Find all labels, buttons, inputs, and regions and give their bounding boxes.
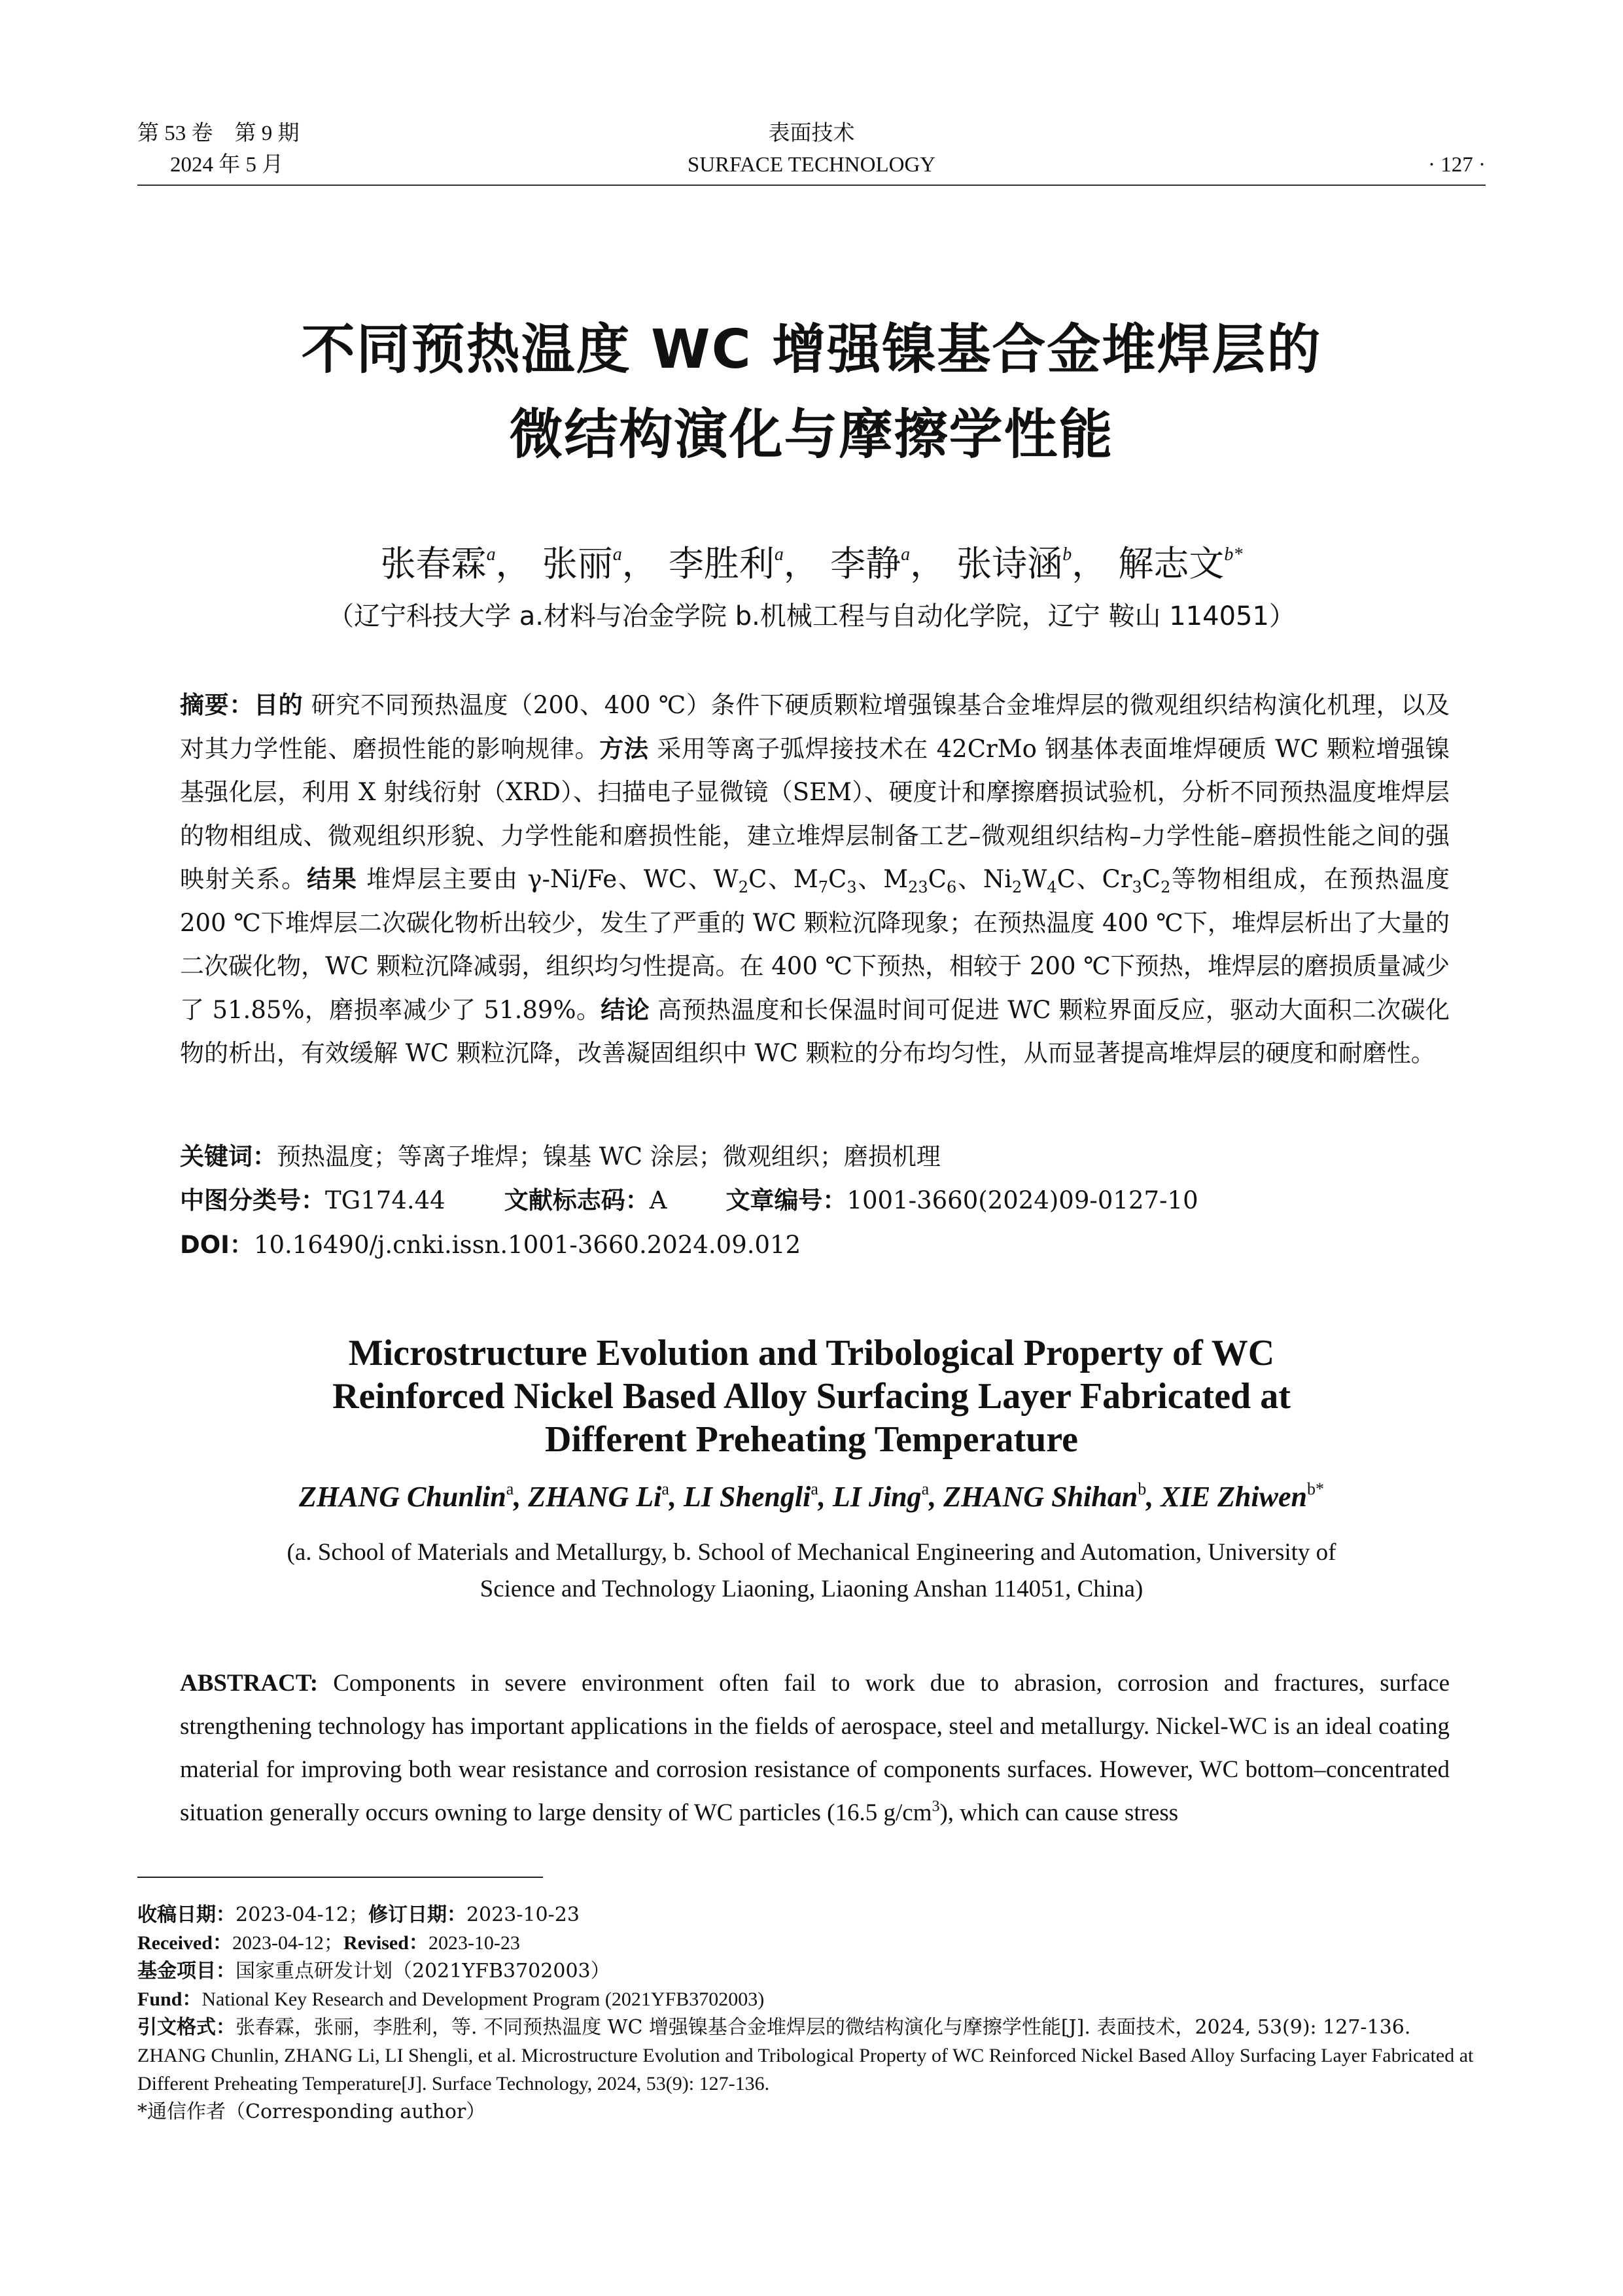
fund-text: National Key Research and Development Program (2021YFB3702003): [201, 1988, 765, 2010]
title-en-line: Microstructure Evolution and Tribological Property of WC: [348, 1333, 1275, 1373]
subscript: 3: [1132, 878, 1142, 896]
clc-label: 中图分类号：: [180, 1186, 325, 1214]
title-cn-line: 不同预热温度 WC 增强镍基合金堆焊层的: [301, 319, 1322, 381]
title-en: [0, 1332, 1623, 1461]
page-number: · 127 ·: [1428, 153, 1486, 177]
author-name: LI Jing: [832, 1481, 922, 1513]
footnote-citation-cn: [137, 2013, 1486, 2041]
received-date: 2023-04-12；: [232, 1932, 343, 1954]
article-number-value: 1001-3660(2024)09-0127-10: [846, 1186, 1198, 1214]
header-center: [137, 118, 1486, 181]
author-sep: ,: [669, 1481, 684, 1513]
footnote-fund-en: [137, 1985, 1486, 2013]
header-rule: [137, 185, 1486, 186]
running-header: [137, 118, 1486, 183]
revised-date: 2023-10-23: [428, 1932, 520, 1954]
author-affil-mark: b*: [1224, 544, 1243, 565]
title-en-line: Different Preheating Temperature: [545, 1419, 1078, 1460]
author-affil-mark: b*: [1306, 1479, 1324, 1498]
result-text: C: [828, 865, 847, 893]
result-text: C: [928, 865, 947, 893]
subscript: 6: [946, 878, 957, 896]
author-affil-mark: a: [774, 544, 784, 565]
author-name: 张诗涵: [956, 543, 1063, 584]
author-name: 解志文: [1118, 543, 1225, 584]
author-sep: ，: [495, 543, 531, 584]
revised-label: Revised：: [343, 1932, 428, 1954]
article-number-label: 文章编号：: [725, 1186, 847, 1214]
affiliation-en: (a. School of Materials and Metallurgy, b. School of Mechanical Engineering and Automation, University of Science and Technology Liaoning, Liaoning Anshan 114051, China): [287, 1539, 1336, 1602]
method-text: 采用等离子弧焊接技术在 42CrMo 钢基体表面堆焊硬质 WC 颗粒增强镍基强化层，利用 X 射线衍射（XRD）、扫描电子显微镜（SEM）、硬度计和摩擦磨损试验机，分析不同预热温度堆焊层的物相组成、微观组织形貌、力学性能和磨损性能，建立堆焊层制备工艺–微观组织结构–力学性能–磨损性能之间的强映射关系。: [180, 734, 1450, 893]
result-text: 、Ni: [956, 865, 1013, 893]
clc-value: TG174.44: [325, 1186, 445, 1214]
abstract-en: [180, 1662, 1450, 1835]
keywords-label: 关键词：: [180, 1142, 277, 1171]
author-sep: ,: [818, 1481, 833, 1513]
author-name: 张丽: [542, 543, 613, 584]
keywords: [180, 1135, 1450, 1178]
author-affil-mark: a: [921, 1479, 930, 1498]
author-sep: ，: [1072, 543, 1108, 584]
subscript: 2: [1161, 878, 1171, 896]
doi-value: 10.16490/j.cnki.issn.1001-3660.2024.09.012: [253, 1231, 801, 1259]
author-affil-mark: a: [612, 544, 622, 565]
conclusion-label: 结论: [601, 995, 650, 1024]
author-name: LI Shengli: [683, 1481, 811, 1513]
footnote-rule: [137, 1877, 543, 1878]
doc-code-value: A: [649, 1186, 667, 1214]
author-name: 李胜利: [668, 543, 775, 584]
citation-label: 引文格式：: [137, 2016, 236, 2039]
result-text: C、Cr: [1056, 865, 1132, 893]
classification: [180, 1179, 1450, 1222]
issue-date: 2024 年 5 月: [170, 153, 284, 177]
abstract-cn: [180, 684, 1450, 1076]
abstract-en-label: ABSTRACT:: [180, 1670, 319, 1697]
abstract-label: 摘要：: [180, 691, 254, 719]
doi: [180, 1224, 1450, 1267]
doc-code-label: 文献标志码：: [504, 1186, 650, 1214]
fund-label: 基金项目：: [137, 1960, 236, 1983]
subscript: 2: [1012, 878, 1022, 896]
revised-date: 2023-10-23: [466, 1903, 580, 1926]
author-sep: ,: [929, 1481, 944, 1513]
author-affil-mark: a: [486, 544, 496, 565]
author-affil-mark: a: [661, 1479, 669, 1498]
author-affil-mark: b: [1062, 544, 1072, 565]
authors-cn: [0, 529, 1623, 590]
author-name: ZHANG Shihan: [943, 1481, 1138, 1513]
subscript: 2: [738, 878, 748, 896]
method-label: 方法: [599, 734, 649, 763]
authors-en: [0, 1477, 1623, 1517]
received-label: Received：: [137, 1932, 232, 1954]
doi-label: DOI：: [180, 1231, 254, 1259]
received-label: 收稿日期：: [137, 1903, 236, 1926]
footnote-dates-en: [137, 1929, 1486, 1957]
conclusion-text: 高预热温度和长保温时间可促进 WC 颗粒界面反应，驱动大面积二次碳化物的析出，有效缓解 WC 颗粒沉降，改善凝固组织中 WC 颗粒的分布均匀性，从而显著提高堆焊层的硬度和耐磨性。: [180, 995, 1450, 1067]
footnote-corresponding: *通信作者（Corresponding author）: [137, 2100, 486, 2123]
subscript: 3: [846, 878, 857, 896]
result-text: 等物相组成，在预热温度 200 ℃下堆焊层二次碳化物析出较少，发生了严重的 WC 颗粒沉降现象；在预热温度 400 ℃下，堆焊层析出了大量的二次碳化物，WC 颗粒沉降减弱，组织均匀性提高。在 400 ℃下预热，相较于 200 ℃下预热，堆焊层的磨损质量减少了 51.85%，磨损率减少了 51.89%。: [180, 865, 1450, 1024]
author-affil-mark: a: [901, 544, 911, 565]
superscript: 3: [932, 1798, 940, 1815]
result-text: 堆焊层主要由 γ-Ni/Fe、WC、W: [366, 865, 739, 893]
journal-name-en: SURFACE TECHNOLOGY: [687, 153, 936, 177]
citation-text: 张春霖，张丽，李胜利，等. 不同预热温度 WC 增强镍基合金堆焊层的微结构演化与摩擦学性能[J]. 表面技术，2024, 53(9): 127-136.: [236, 2016, 1411, 2039]
fund-text: 国家重点研发计划（2021YFB3702003）: [236, 1960, 610, 1983]
received-date: 2023-04-12；: [236, 1903, 368, 1926]
author-affil-mark: a: [506, 1479, 514, 1498]
title-cn: [0, 308, 1623, 478]
journal-name-cn: 表面技术: [768, 122, 855, 145]
author-name: 李静: [830, 543, 901, 584]
title-cn-line: 微结构演化与摩擦学性能: [509, 404, 1114, 466]
author-name: XIE Zhiwen: [1161, 1481, 1307, 1513]
result-text: C: [1142, 865, 1161, 893]
author-affil-mark: a: [811, 1479, 818, 1498]
subscript: 23: [908, 878, 928, 896]
author-name: ZHANG Chunlin: [299, 1481, 506, 1513]
footnotes: [137, 1901, 1486, 2126]
author-sep: ,: [1146, 1481, 1161, 1513]
purpose-label: 目的: [254, 691, 304, 719]
subscript: 4: [1047, 878, 1057, 896]
fund-label: Fund：: [137, 1988, 202, 2010]
footnote-dates-cn: [137, 1901, 1486, 1929]
volume-issue: 第 53 卷 第 9 期: [137, 122, 300, 145]
author-affil-mark: b: [1138, 1479, 1147, 1498]
keywords-text: 预热温度；等离子堆焊；镍基 WC 涂层；微观组织；磨损机理: [277, 1142, 941, 1171]
abstract-en-text: ), which can cause stress: [939, 1799, 1179, 1826]
author-name: ZHANG Li: [528, 1481, 662, 1513]
footnote-citation-en: ZHANG Chunlin, ZHANG Li, LI Shengli, et al. Microstructure Evolution and Tribological Property of WC Reinforced Nickel Based Alloy Surfacing Layer Fabricated at Different Preheating Temperature[J]. Surface Technology, 2024, 53(9): 127-136.: [137, 2045, 1474, 2094]
author-sep: ，: [910, 543, 946, 584]
purpose-text: 研究不同预热温度（200、400 ℃）条件下硬质颗粒增强镍基合金堆焊层的微观组织结构演化机理，以及对其力学性能、磨损性能的影响规律。: [180, 691, 1450, 763]
footnote-fund-cn: [137, 1957, 1486, 1985]
author-sep: ,: [514, 1481, 529, 1513]
title-en-line: Reinforced Nickel Based Alloy Surfacing Layer Fabricated at: [332, 1376, 1291, 1417]
author-sep: ，: [783, 543, 819, 584]
author-name: 张春霖: [380, 543, 487, 584]
affiliation-cn: （辽宁科技大学 a.材料与冶金学院 b.机械工程与自动化学院，辽宁 鞍山 114051）: [328, 601, 1295, 631]
result-text: W: [1022, 865, 1047, 893]
author-sep: ，: [621, 543, 657, 584]
result-label: 结果: [306, 865, 358, 893]
revised-label: 修订日期：: [368, 1903, 466, 1926]
abstract-en-text: Components in severe environment often fail to work due to abrasion, corrosion and fractures, surface strengthening technology has important applications in the fields of aerospace, steel and metallurgy. Nickel-WC is an ideal coating material for improving both wear resistance and corrosion resistance of components surfaces. However, WC bottom–concentrated situation generally occurs owning to large density of WC particles (16.5 g/cm: [180, 1670, 1450, 1826]
result-text: C、M: [748, 865, 818, 893]
result-text: 、M: [856, 865, 909, 893]
subscript: 7: [818, 878, 829, 896]
